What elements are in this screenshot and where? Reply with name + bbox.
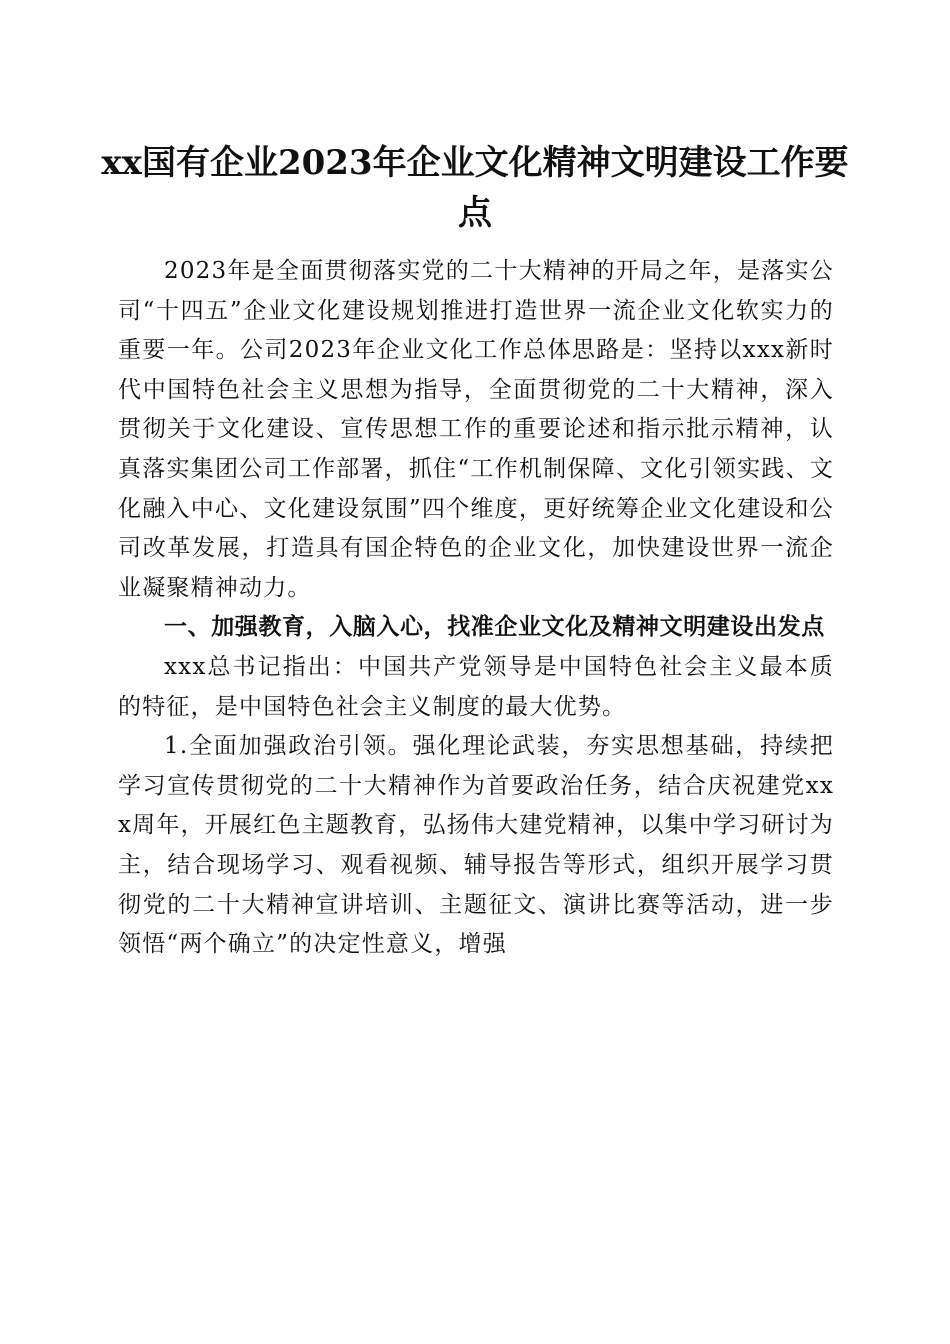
item-paragraph-1: 1.全面加强政治引领。强化理论武装，夯实思想基础，持续把学习宣传贯彻党的二十大精神作为首要政治任务，结合庆祝建党xxx周年，开展红色主题教育，弘扬伟大建党精神，以集中学习研讨为主，结合现场学习、观看视频、辅导报告等形式，组织开展学习贯彻党的二十大精神宣讲培训、主题征文、演讲比赛等活动，进一步领悟“两个确立”的决定性意义，增强 — [118, 733, 834, 958]
intro-paragraph: 2023年是全面贯彻落实党的二十大精神的开局之年，是落实公司“十四五”企业文化建设规划推进打造世界一流企业文化软实力的重要一年。公司2023年企业文化工作总体思路是：坚持以xxx新时代中国特色社会主义思想为指导，全面贯彻党的二十大精神，深入贯彻关于文化建设、宣传思想工作的重要论述和指示批示精神，认真落实集团公司工作部署，抓住“工作机制保障、文化引领实践、文化融入中心、文化建设氛围”四个维度，更好统筹企业文化建设和公司改革发展，打造具有国企特色的企业文化，加快建设世界一流企业凝聚精神动力。 — [118, 258, 834, 601]
quote-paragraph: xxx总书记指出：中国共产党领导是中国特色社会主义最本质的特征，是中国特色社会主义制度的最大优势。 — [118, 653, 834, 720]
document-body — [118, 252, 834, 965]
document-title: xx国有企业2023年企业文化精神文明建设工作要点 — [101, 143, 849, 233]
section-heading-1: 一、加强教育，入脑入心，找准企业文化及精神文明建设出发点 — [164, 614, 825, 641]
